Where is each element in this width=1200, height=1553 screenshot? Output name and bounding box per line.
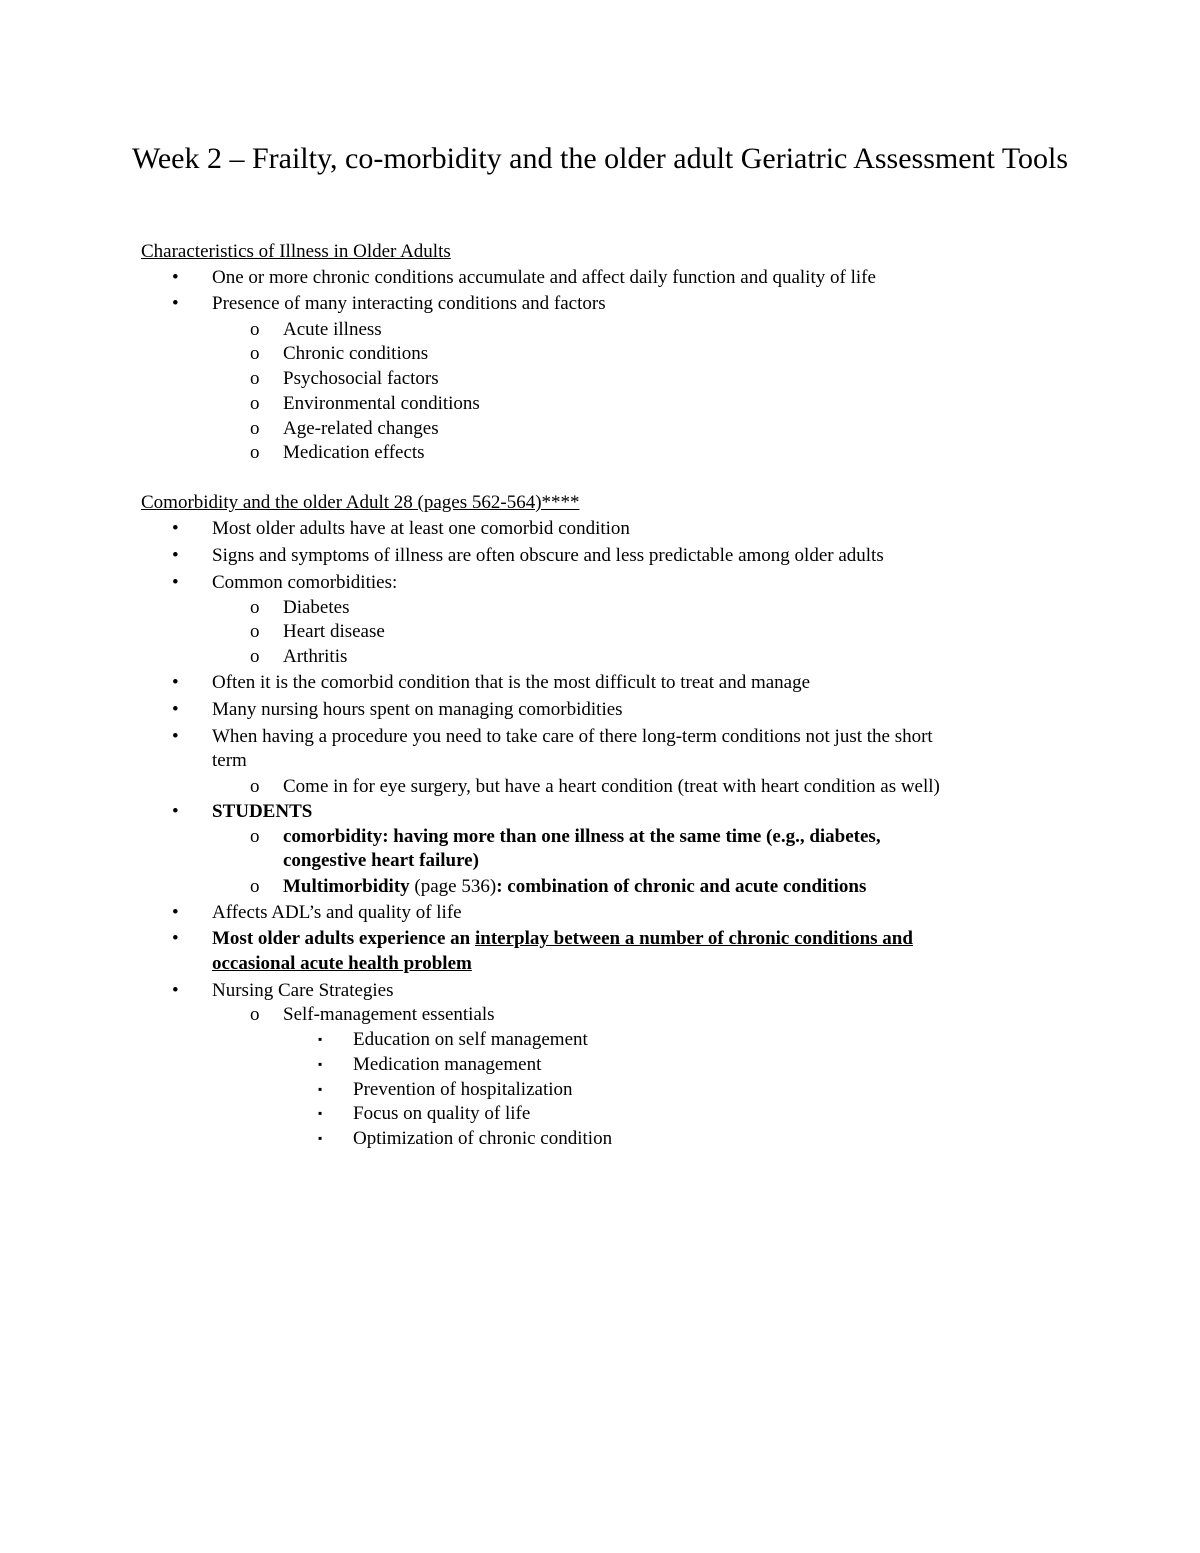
bullet-marker: •: [172, 518, 179, 539]
sub-list-item: Heart disease: [283, 621, 385, 642]
list-item-students: STUDENTS: [212, 801, 313, 822]
circle-marker: o: [250, 442, 260, 463]
multimorbidity-definition: : combination of chronic and acute conditions: [496, 876, 867, 897]
page-reference: (page 536): [409, 876, 497, 897]
bullet-marker: •: [172, 980, 179, 1001]
circle-marker: o: [250, 368, 260, 389]
list-item: Affects ADL’s and quality of life: [212, 902, 462, 923]
sub-list-item: Arthritis: [283, 646, 348, 667]
bullet-marker: •: [172, 699, 179, 720]
sub-sub-list-item: Education on self management: [353, 1029, 588, 1050]
square-marker: ▪: [318, 1131, 323, 1145]
bullet-marker: •: [172, 928, 179, 949]
bullet-marker: •: [172, 545, 179, 566]
circle-marker: o: [250, 1004, 260, 1025]
circle-marker: o: [250, 418, 260, 439]
sub-list-item: Environmental conditions: [283, 393, 480, 414]
bullet-marker: •: [172, 801, 179, 822]
bullet-marker: •: [172, 726, 179, 747]
sub-list-item: Self-management essentials: [283, 1004, 495, 1025]
list-item: [212, 926, 913, 951]
bullet-marker: •: [172, 267, 179, 288]
square-marker: ▪: [318, 1106, 323, 1120]
sub-list-item: Acute illness: [283, 319, 382, 340]
multimorbidity-term: Multimorbidity: [283, 876, 410, 897]
bullet-marker: •: [172, 902, 179, 923]
sub-list-item: comorbidity: having more than one illness at the same time (e.g., diabetes,: [283, 826, 881, 847]
list-item: Presence of many interacting conditions and factors: [212, 293, 606, 314]
circle-marker: o: [250, 343, 260, 364]
section-heading-characteristics: Characteristics of Illness in Older Adults: [141, 241, 451, 262]
list-item: Signs and symptoms of illness are often obscure and less predictable among older adults: [212, 545, 884, 566]
circle-marker: o: [250, 826, 260, 847]
list-item-continuation: occasional acute health problem: [212, 953, 472, 974]
sub-list-item: [283, 874, 866, 899]
sub-sub-list-item: Medication management: [353, 1054, 542, 1075]
sub-sub-list-item: Optimization of chronic condition: [353, 1128, 613, 1149]
circle-marker: o: [250, 621, 260, 642]
sub-sub-list-item: Focus on quality of life: [353, 1103, 531, 1124]
list-item: One or more chronic conditions accumulate and affect daily function and quality of life: [212, 267, 876, 288]
bullet-marker: •: [172, 672, 179, 693]
bullet-marker: •: [172, 293, 179, 314]
list-item: Most older adults have at least one comorbid condition: [212, 518, 630, 539]
section-heading-comorbidity: Comorbidity and the older Adult 28 (pages 562-564)****: [141, 492, 580, 513]
circle-marker: o: [250, 876, 260, 897]
sub-list-item: Psychosocial factors: [283, 368, 439, 389]
list-item: Nursing Care Strategies: [212, 980, 394, 1001]
emphasis-text: Most older adults experience an: [212, 928, 475, 949]
sub-list-item-continuation: congestive heart failure): [283, 850, 479, 871]
sub-list-item: Diabetes: [283, 597, 350, 618]
circle-marker: o: [250, 776, 260, 797]
list-item: Often it is the comorbid condition that is the most difficult to treat and manage: [212, 672, 811, 693]
sub-sub-list-item: Prevention of hospitalization: [353, 1079, 573, 1100]
underlined-emphasis: interplay between a number of chronic conditions and: [475, 928, 913, 949]
sub-list-item: Chronic conditions: [283, 343, 429, 364]
sub-list-item: Age-related changes: [283, 418, 439, 439]
list-item: Common comorbidities:: [212, 572, 398, 593]
list-item-continuation: term: [212, 750, 247, 771]
circle-marker: o: [250, 646, 260, 667]
square-marker: ▪: [318, 1032, 323, 1046]
square-marker: ▪: [318, 1082, 323, 1096]
circle-marker: o: [250, 597, 260, 618]
page-title: Week 2 – Frailty, co-morbidity and the older adult Geriatric Assessment Tools: [131, 142, 1069, 175]
bullet-marker: •: [172, 572, 179, 593]
list-item: When having a procedure you need to take care of there long-term conditions not just the short: [212, 726, 933, 747]
square-marker: ▪: [318, 1057, 323, 1071]
circle-marker: o: [250, 319, 260, 340]
sub-list-item: Medication effects: [283, 442, 425, 463]
sub-list-item: Come in for eye surgery, but have a heart condition (treat with heart condition as well): [283, 776, 940, 797]
circle-marker: o: [250, 393, 260, 414]
list-item: Many nursing hours spent on managing comorbidities: [212, 699, 623, 720]
